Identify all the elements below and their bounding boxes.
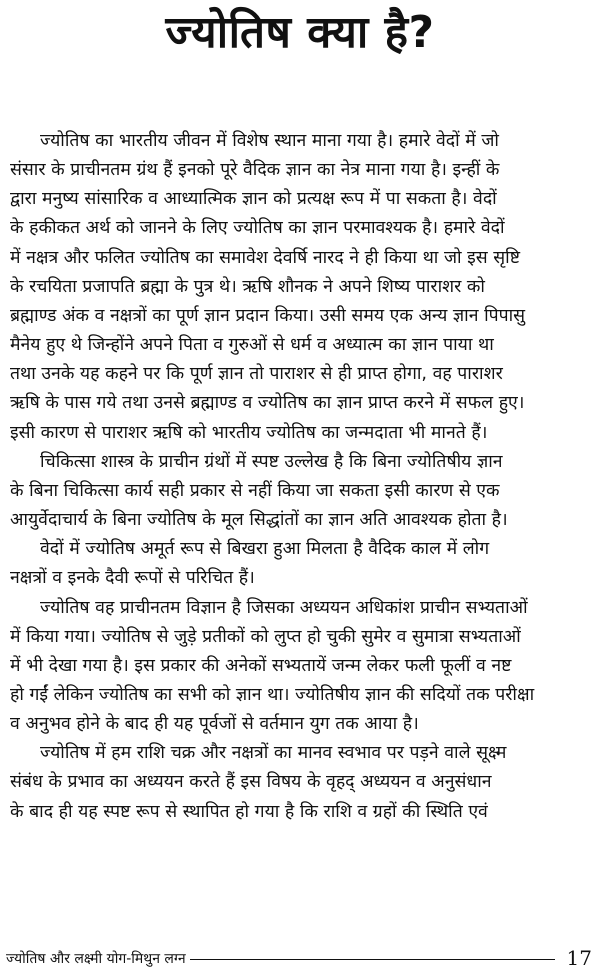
text-line: द्वारा मनुष्य सांसारिक व आध्यात्मिक ज्ञान को प्रत्यक्ष रूप में पा सकता है। वेदों: [10, 189, 497, 210]
text-line: ज्योतिष में हम राशि चक्र और नक्षत्रों का मानव स्वभाव पर पड़ने वाले सूक्ष्म: [40, 743, 507, 764]
page-number: 17: [566, 946, 592, 970]
text-line: के हकीकत अर्थ को जानने के लिए ज्योतिष का ज्ञान परमावश्यक है। हमारे वेदों: [10, 218, 505, 239]
text-line: व अनुभव होने के बाद ही यह पूर्वजों से वर्तमान युग तक आया है।: [10, 714, 419, 735]
text-line: वेदों में ज्योतिष अमूर्त रूप से बिखरा हुआ मिलता है वैदिक काल में लोग: [40, 539, 490, 560]
text-line: हो गईं लेकिन ज्योतिष का सभी को ज्ञान था। ज्योतिषीय ज्ञान की सदियों तक परीक्षा: [10, 684, 535, 705]
text-line: तथा उनके यह कहने पर कि पूर्ण ज्ञान तो पाराशर से ही प्राप्त होगा, वह पाराशर: [10, 364, 503, 385]
text-line: में किया गया। ज्योतिष से जुड़े प्रतीकों को लुप्त हो चुकी सुमेर व सुमात्रा सभ्यताओं: [10, 626, 521, 647]
text-line: इसी कारण से पाराशर ऋषि को भारतीय ज्योतिष का जन्मदाता भी मानते हैं।: [10, 422, 488, 443]
text-line: नक्षत्रों व इनके दैवी रूपों से परिचित हैं।: [10, 568, 255, 589]
text-line: ज्योतिष का भारतीय जीवन में विशेष स्थान माना गया है। हमारे वेदों में जो: [40, 131, 499, 151]
text-line: के बिना चिकित्सा कार्य सही प्रकार से नहीं किया जा सकता इसी कारण से एक: [10, 480, 500, 501]
page-footer: [6, 944, 592, 972]
text-line: के रचयिता प्रजापति ब्रह्मा के पुत्र थे। ऋषि शौनक ने अपने शिष्य पाराशर को: [10, 276, 485, 297]
paragraph-1: [10, 127, 594, 448]
footer-rule: [190, 959, 555, 960]
text-line: संबंध के प्रभाव का अध्ययन करते हैं इस विषय के वृहद् अध्ययन व अनुसंधान: [10, 772, 492, 793]
text-line: ज्योतिष वह प्राचीनतम विज्ञान है जिसका अध्ययन अधिकांश प्राचीन सभ्यताओं: [40, 597, 528, 618]
paragraph-3: [10, 535, 594, 593]
paragraph-4: [10, 594, 594, 740]
paragraph-2: [10, 448, 594, 535]
running-footer-title: ज्योतिष और लक्ष्मी योग-मिथुन लग्न: [6, 950, 186, 967]
text-line: में भी देखा गया है। इस प्रकार की अनेकों सभ्यतायें जन्म लेकर फली फूलीं व नष्ट: [10, 655, 512, 676]
text-line: आयुर्वेदाचार्य के बिना ज्योतिष के मूल सिद्धांतों का ज्ञान अति आवश्यक होता है।: [10, 510, 508, 531]
chapter-title: ज्योतिष क्या है?: [165, 7, 435, 58]
text-line: संसार के प्राचीनतम ग्रंथ हैं इनको पूरे वैदिक ज्ञान का नेत्र माना गया है। इन्हीं के: [10, 160, 500, 181]
text-line: में नक्षत्र और फलित ज्योतिष का समावेश देवर्षि नारद ने ही किया था जो इस सृष्टि: [10, 247, 521, 268]
text-line: मैनेय हुए थे जिन्होंने अपने पिता व गुरुओं से धर्म व अध्यात्म का ज्ञान पाया था: [10, 335, 494, 356]
text-line: के बाद ही यह स्पष्ट रूप से स्थापित हो गया है कि राशि व ग्रहों की स्थिति एवं: [10, 801, 488, 822]
text-line: ऋषि के पास गये तथा उनसे ब्रह्माण्ड व ज्योतिष का ज्ञान प्राप्त करने में सफल हुए।: [10, 393, 525, 414]
text-line: चिकित्सा शास्त्र के प्राचीन ग्रंथों में स्पष्ट उल्लेख है कि बिना ज्योतिषीय ज्ञान: [40, 451, 503, 472]
text-line: ब्रह्माण्ड अंक व नक्षत्रों का पूर्ण ज्ञान प्रदान किया। उसी समय एक अन्य ज्ञान पिपासु: [10, 305, 526, 326]
body-text: [10, 127, 594, 827]
paragraph-5: [10, 739, 594, 826]
